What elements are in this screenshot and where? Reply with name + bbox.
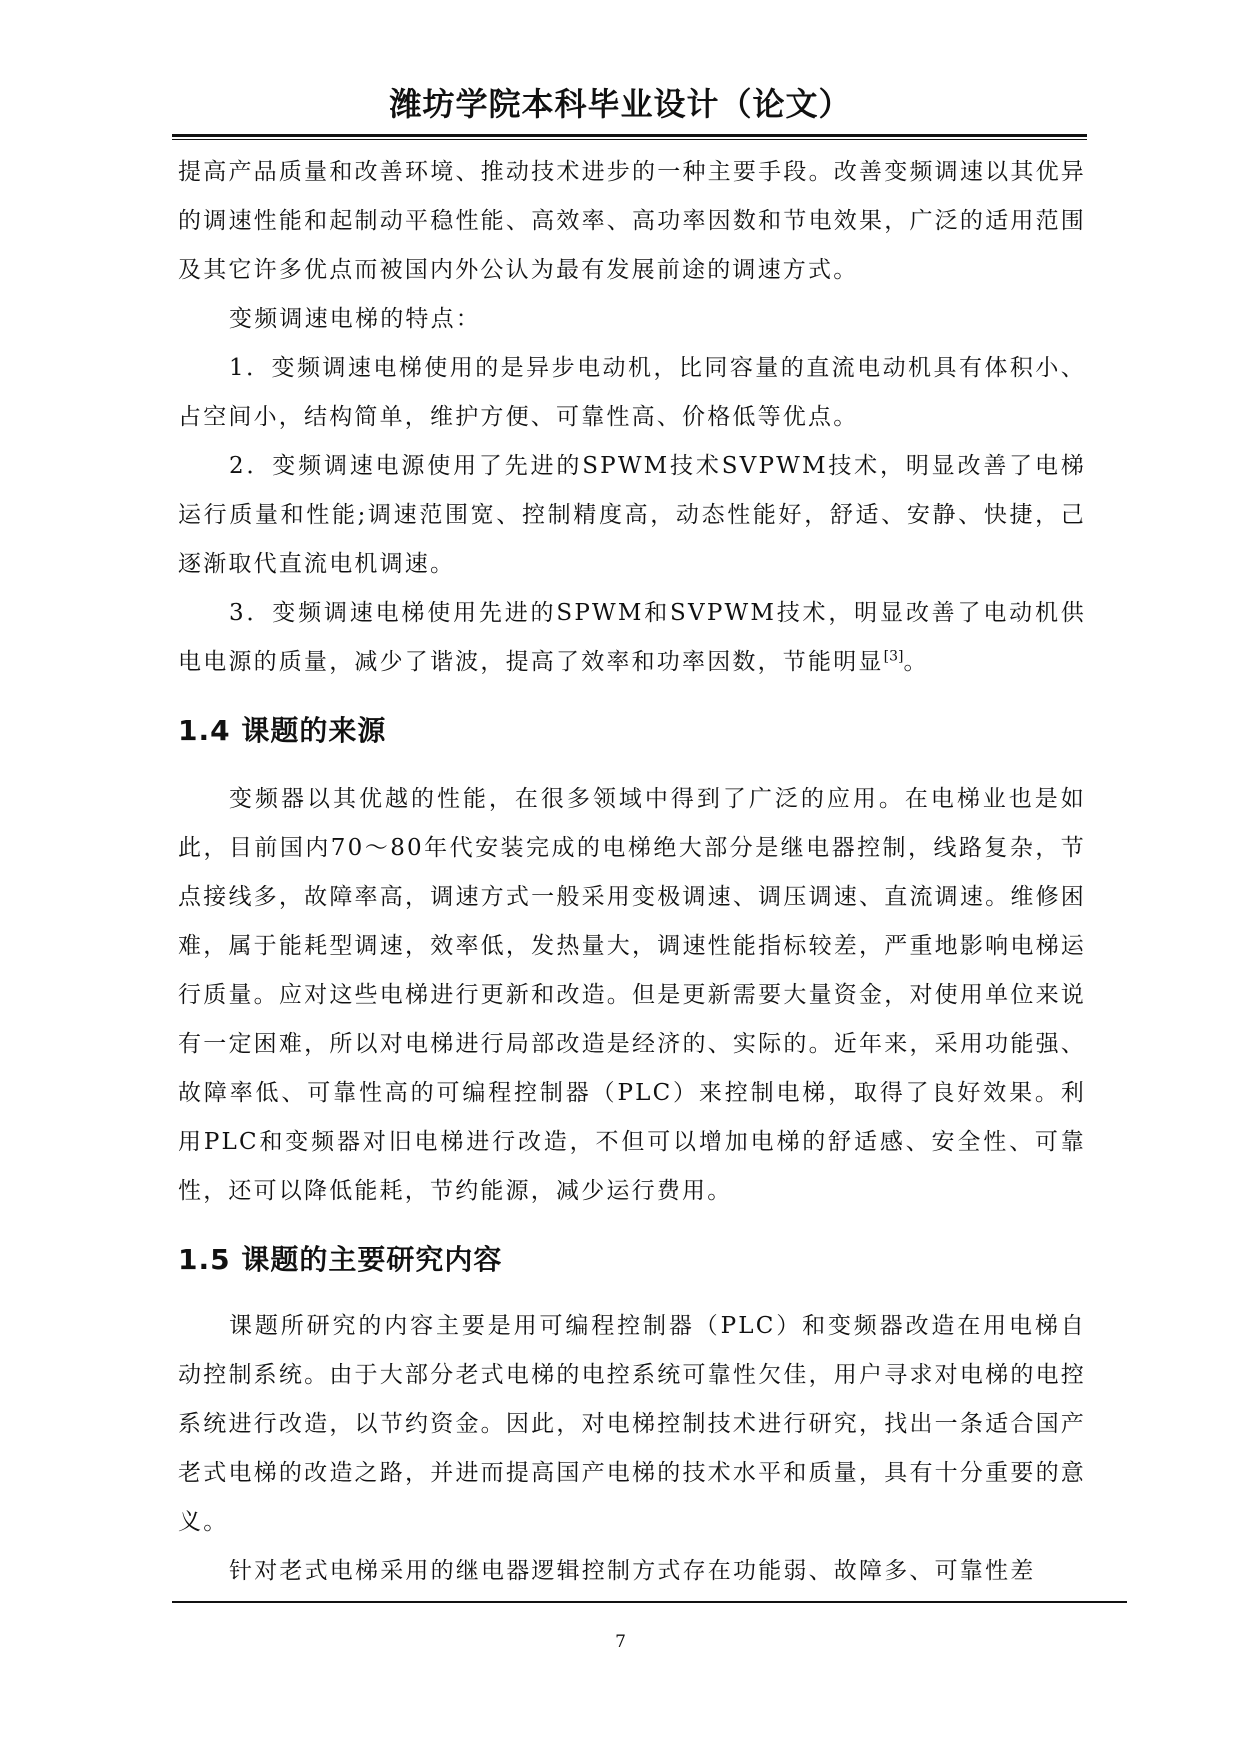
page-header-title: 潍坊学院本科毕业设计（论文） bbox=[389, 85, 852, 123]
paragraph-research-content: 课题所研究的内容主要是用可编程控制器（PLC）和变频器改造在用电梯自动控制系统。由于大部分老式电梯的电控系统可靠性欠佳，用户寻求对电梯的电控系统进行改造，以节约资金。因此，对电梯控制技术进行研究，找出一条适合国产老式电梯的改造之路，并进而提高国产电梯的技术水平和质量，具有十分重要的意义。 bbox=[178, 1313, 1086, 1535]
header-rule-thin bbox=[172, 139, 1087, 140]
footer-rule bbox=[172, 1601, 1127, 1603]
section-heading-1-5: 1.5 课题的主要研究内容 bbox=[178, 1243, 503, 1276]
page-content bbox=[178, 148, 1086, 1596]
paragraph-last: 针对老式电梯采用的继电器逻辑控制方式存在功能弱、故障多、可靠性差 bbox=[229, 1558, 1036, 1584]
paragraph-feature-3-end: 。 bbox=[903, 649, 929, 675]
paragraph-source: 变频器以其优越的性能，在很多领域中得到了广泛的应用。在电梯业也是如此，目前国内70～80年代安装完成的电梯绝大部分是继电器控制，线路复杂，节点接线多，故障率高，调速方式一般采用变极调速、调压调速、直流调速。维修困难，属于能耗型调速，效率低，发热量大，调速性能指标较差，严重地影响电梯运行质量。应对这些电梯进行更新和改造。但是更新需要大量资金，对使用单位来说有一定困难，所以对电梯进行局部改造是经济的、实际的。近年来，采用功能强、故障率低、可靠性高的可编程控制器（PLC）来控制电梯，取得了良好效果。利用PLC和变频器对旧电梯进行改造，不但可以增加电梯的舒适感、安全性、可靠性，还可以降低能耗，节约能源，减少运行费用。 bbox=[178, 786, 1086, 1204]
paragraph-feature-3-text: 3．变频调速电梯使用先进的SPWM和SVPWM技术，明显改善了电动机供电电源的质量，减少了谐波，提高了效率和功率因数，节能明显 bbox=[178, 600, 1086, 675]
paragraph-feature-1: 1．变频调速电梯使用的是异步电动机，比同容量的直流电动机具有体积小、占空间小，结构简单，维护方便、可靠性高、价格低等优点。 bbox=[178, 355, 1086, 430]
paragraph-feature-2: 2．变频调速电源使用了先进的SPWM技术SVPWM技术，明显改善了电梯运行质量和性能;调速范围宽、控制精度高，动态性能好，舒适、安静、快捷，己逐渐取代直流电机调速。 bbox=[178, 453, 1086, 577]
citation-ref: [3] bbox=[883, 648, 904, 665]
paragraph-intro: 提高产品质量和改善环境、推动技术进步的一种主要手段。改善变频调速以其优异的调速性能和起制动平稳性能、高效率、高功率因数和节电效果，广泛的适用范围及其它许多优点而被国内外公认为最有发展前途的调速方式。 bbox=[178, 159, 1086, 283]
section-heading-1-4: 1.4 课题的来源 bbox=[178, 714, 387, 747]
paragraph-feature-3 bbox=[178, 589, 1086, 687]
page-number: 7 bbox=[615, 1632, 626, 1652]
header-rule-thick bbox=[172, 134, 1087, 137]
paragraph-features-title: 变频调速电梯的特点： bbox=[229, 306, 481, 332]
